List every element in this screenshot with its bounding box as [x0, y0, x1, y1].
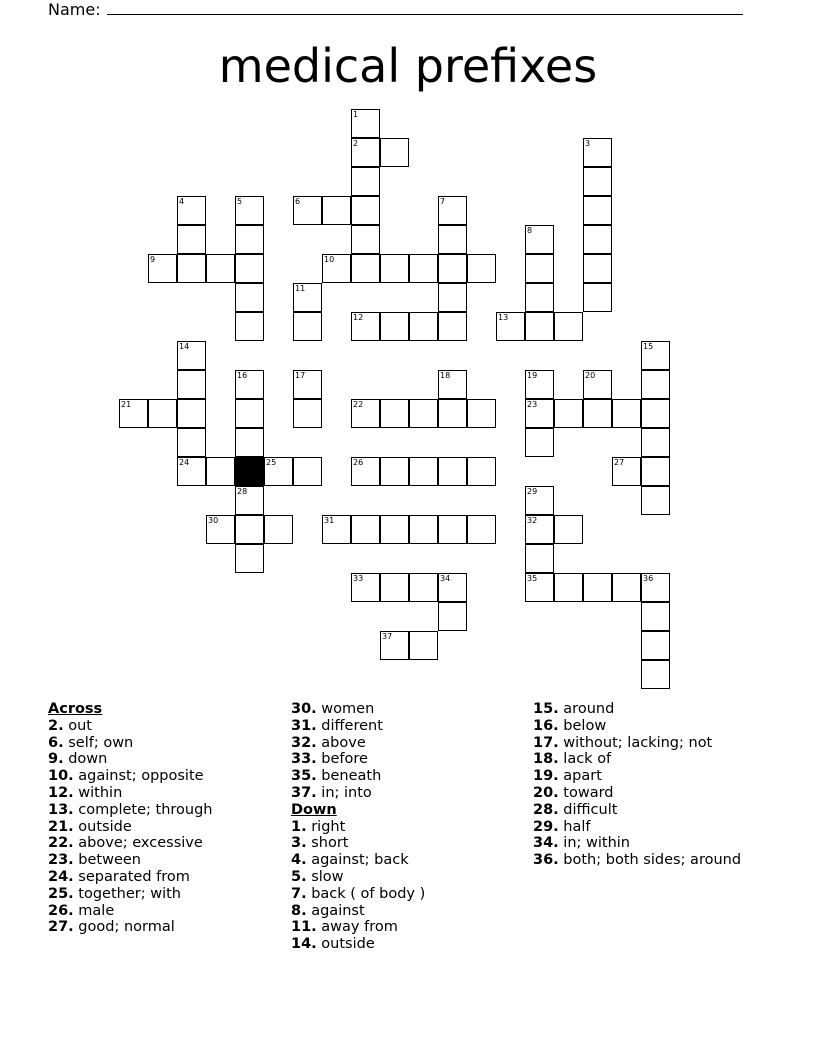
clue-item — [533, 718, 741, 735]
grid-cell[interactable] — [409, 515, 438, 544]
clue-item-number: 2. — [48, 717, 64, 734]
clue-item — [48, 852, 213, 869]
clue-item-number: 1. — [291, 818, 307, 835]
grid-cell[interactable] — [438, 225, 467, 254]
clue-number: 22 — [353, 400, 364, 409]
clue-item-text: in; within — [558, 835, 630, 852]
grid-cell[interactable] — [293, 457, 322, 486]
grid-cell[interactable] — [235, 399, 264, 428]
clue-number: 31 — [324, 516, 335, 525]
grid-cell[interactable] — [583, 399, 612, 428]
clue-number: 16 — [237, 371, 248, 380]
grid-cell[interactable] — [148, 399, 177, 428]
clue-item-text: apart — [558, 768, 602, 785]
grid-cell[interactable] — [235, 544, 264, 573]
grid-cell[interactable] — [438, 254, 467, 283]
clue-item-text: self; own — [63, 734, 134, 751]
clue-number: 2 — [353, 139, 359, 148]
clue-item — [291, 852, 425, 869]
clue-item-text: down — [63, 751, 108, 768]
clue-number: 25 — [266, 458, 277, 467]
grid-cell[interactable] — [583, 196, 612, 225]
clue-item-number: 31. — [291, 717, 317, 734]
clue-number: 36 — [643, 574, 654, 583]
name-label: Name: — [48, 0, 101, 19]
grid-cell[interactable] — [177, 428, 206, 457]
clue-number: 18 — [440, 371, 451, 380]
clue-item — [291, 886, 425, 903]
grid-cell[interactable] — [409, 631, 438, 660]
grid-cell[interactable] — [438, 312, 467, 341]
clue-number: 11 — [295, 284, 306, 293]
clue-item-number: 3. — [291, 835, 307, 852]
page-title: medical prefixes — [218, 39, 598, 93]
grid-cell[interactable] — [438, 283, 467, 312]
grid-cell[interactable] — [409, 573, 438, 602]
clue-number: 24 — [179, 458, 190, 467]
grid-cell-blocked — [235, 457, 264, 486]
grid-cell[interactable] — [641, 660, 670, 689]
clue-item — [533, 802, 741, 819]
grid-cell[interactable] — [322, 196, 351, 225]
grid-cell[interactable] — [380, 254, 409, 283]
clue-item — [48, 919, 213, 936]
clue-number: 5 — [237, 197, 243, 206]
clue-number: 28 — [237, 487, 248, 496]
clue-item-number: 13. — [48, 801, 74, 818]
grid-cell[interactable] — [177, 399, 206, 428]
clue-number: 8 — [527, 226, 533, 235]
clue-item-text: away from — [316, 919, 398, 936]
grid-cell[interactable] — [351, 515, 380, 544]
clue-item — [48, 802, 213, 819]
clue-item — [48, 785, 213, 802]
clue-number: 37 — [382, 632, 393, 641]
grid-cell[interactable] — [554, 312, 583, 341]
grid-cell[interactable] — [351, 167, 380, 196]
clue-item-number: 21. — [48, 818, 74, 835]
clue-item-text: above; excessive — [73, 835, 203, 852]
grid-cell[interactable] — [525, 428, 554, 457]
clue-number: 34 — [440, 574, 451, 583]
clue-number: 23 — [527, 400, 538, 409]
clue-item-text: good; normal — [73, 919, 175, 936]
clue-item-number: 25. — [48, 885, 74, 902]
clue-item-number: 11. — [291, 919, 317, 936]
clue-item-text: short — [306, 835, 349, 852]
clue-item-text: outside — [316, 936, 375, 953]
grid-cell[interactable] — [583, 254, 612, 283]
grid-cell[interactable] — [467, 457, 496, 486]
clue-item-number: 9. — [48, 751, 64, 768]
clue-item-number: 20. — [533, 784, 559, 801]
clue-item-number: 7. — [291, 885, 307, 902]
clue-number: 9 — [150, 255, 156, 264]
grid-cell[interactable] — [409, 399, 438, 428]
clue-item — [533, 751, 741, 768]
clue-item-number: 15. — [533, 701, 559, 717]
clue-item-text: without; lacking; not — [558, 734, 713, 751]
clue-item-text: right — [306, 818, 346, 835]
clue-item-number: 33. — [291, 751, 317, 768]
grid-cell[interactable] — [525, 312, 554, 341]
clue-item-text: half — [558, 818, 591, 835]
grid-cell[interactable] — [438, 399, 467, 428]
clue-number: 30 — [208, 516, 219, 525]
down-header: Down — [291, 801, 337, 818]
grid-cell[interactable] — [467, 399, 496, 428]
grid-cell[interactable] — [554, 515, 583, 544]
grid-cell[interactable] — [380, 399, 409, 428]
clue-item — [533, 852, 741, 869]
clue-item — [291, 735, 425, 752]
clue-number: 1 — [353, 110, 359, 119]
clue-item — [533, 768, 741, 785]
clue-item — [291, 869, 425, 886]
clue-item-number: 34. — [533, 835, 559, 852]
clue-item — [291, 751, 425, 768]
clue-item-text: against; opposite — [73, 768, 204, 785]
clue-item — [48, 735, 213, 752]
clue-item — [291, 819, 425, 836]
grid-cell[interactable] — [641, 486, 670, 515]
clue-number: 13 — [498, 313, 509, 322]
clue-item-text: different — [316, 717, 383, 734]
clue-item — [291, 785, 425, 802]
clue-number: 17 — [295, 371, 306, 380]
grid-cell[interactable] — [177, 225, 206, 254]
grid-cell[interactable] — [467, 254, 496, 283]
clue-item — [291, 919, 425, 936]
clue-item-text: before — [316, 751, 368, 768]
grid-cell[interactable] — [293, 399, 322, 428]
clue-number: 4 — [179, 197, 185, 206]
clue-number: 29 — [527, 487, 538, 496]
clue-item-text: back ( of body ) — [306, 885, 426, 902]
clue-number: 14 — [179, 342, 190, 351]
clue-number: 20 — [585, 371, 596, 380]
clue-item-number: 22. — [48, 835, 74, 852]
clue-item-text: beneath — [316, 768, 382, 785]
clue-item-number: 5. — [291, 868, 307, 885]
clue-item-number: 8. — [291, 902, 307, 919]
grid-cell[interactable] — [467, 515, 496, 544]
grid-cell[interactable] — [409, 312, 438, 341]
clue-item-number: 16. — [533, 717, 559, 734]
clue-item-text: between — [73, 852, 141, 869]
clue-item-number: 14. — [291, 936, 317, 953]
clue-number: 27 — [614, 458, 625, 467]
clue-item-text: difficult — [558, 801, 618, 818]
clue-item-number: 18. — [533, 751, 559, 768]
clue-item-text: outside — [73, 818, 132, 835]
clue-item-number: 27. — [48, 919, 74, 936]
clue-item-text: within — [73, 784, 123, 801]
grid-cell[interactable] — [380, 138, 409, 167]
clue-item-text: toward — [558, 784, 614, 801]
clue-number: 3 — [585, 139, 591, 148]
clue-item — [48, 751, 213, 768]
grid-cell[interactable] — [206, 254, 235, 283]
clue-item-number: 32. — [291, 734, 317, 751]
clue-number: 21 — [121, 400, 132, 409]
grid-cell[interactable] — [438, 602, 467, 631]
clue-item-text: women — [316, 701, 375, 717]
grid-cell[interactable] — [438, 457, 467, 486]
grid-cell[interactable] — [351, 225, 380, 254]
grid-cell[interactable] — [583, 283, 612, 312]
grid-cell[interactable] — [177, 370, 206, 399]
clue-item-text: separated from — [73, 868, 190, 885]
clue-item-number: 12. — [48, 784, 74, 801]
grid-cell[interactable] — [612, 399, 641, 428]
grid-cell[interactable] — [641, 457, 670, 486]
clue-item-number: 37. — [291, 784, 317, 801]
clue-number: 26 — [353, 458, 364, 467]
grid-cell[interactable] — [206, 457, 235, 486]
grid-cell[interactable] — [264, 515, 293, 544]
grid-cell[interactable] — [235, 254, 264, 283]
clue-item — [533, 735, 741, 752]
clue-item-text: above — [316, 734, 366, 751]
clue-item-text: around — [558, 701, 615, 717]
grid-cell[interactable] — [641, 428, 670, 457]
grid-cell[interactable] — [525, 254, 554, 283]
clue-item — [533, 701, 741, 718]
clue-item-text: lack of — [558, 751, 612, 768]
grid-cell[interactable] — [235, 312, 264, 341]
clues-column-3 — [533, 701, 741, 869]
grid-cell[interactable] — [641, 399, 670, 428]
clue-item-number: 36. — [533, 852, 559, 869]
clue-item-text: below — [558, 717, 607, 734]
clue-item — [291, 701, 425, 718]
clue-item — [533, 785, 741, 802]
clue-item-text: against — [306, 902, 365, 919]
clue-item — [291, 835, 425, 852]
clue-number: 10 — [324, 255, 335, 264]
clue-item-text: male — [73, 902, 115, 919]
clue-item-text: both; both sides; around — [558, 852, 742, 869]
grid-cell[interactable] — [351, 254, 380, 283]
clue-item — [533, 835, 741, 852]
clue-item — [48, 768, 213, 785]
clue-number: 33 — [353, 574, 364, 583]
grid-cell[interactable] — [380, 312, 409, 341]
clue-item-number: 28. — [533, 801, 559, 818]
clue-item — [48, 718, 213, 735]
grid-cell[interactable] — [380, 457, 409, 486]
clue-item-number: 6. — [48, 734, 64, 751]
grid-cell[interactable] — [351, 196, 380, 225]
grid-cell[interactable] — [641, 370, 670, 399]
clues-column-2 — [291, 701, 425, 953]
clue-item — [533, 819, 741, 836]
clue-number: 35 — [527, 574, 538, 583]
clue-item-number: 30. — [291, 701, 317, 717]
grid-cell[interactable] — [554, 399, 583, 428]
grid-cell[interactable] — [235, 515, 264, 544]
grid-cell[interactable] — [293, 312, 322, 341]
clue-item-text: slow — [306, 868, 344, 885]
clue-item-number: 10. — [48, 768, 74, 785]
clue-item — [48, 835, 213, 852]
grid-cell[interactable] — [612, 573, 641, 602]
clues-column-1 — [48, 701, 213, 936]
clue-number: 7 — [440, 197, 446, 206]
clue-number: 19 — [527, 371, 538, 380]
grid-cell[interactable] — [525, 544, 554, 573]
clue-item — [291, 768, 425, 785]
clue-item-number: 17. — [533, 734, 559, 751]
clue-item-text: against; back — [306, 852, 409, 869]
clue-number: 15 — [643, 342, 654, 351]
clue-item-number: 23. — [48, 852, 74, 869]
grid-cell[interactable] — [583, 167, 612, 196]
clue-item — [291, 718, 425, 735]
clue-item-number: 26. — [48, 902, 74, 919]
clue-item-number: 35. — [291, 768, 317, 785]
across-header: Across — [48, 701, 103, 717]
clue-item-number: 19. — [533, 768, 559, 785]
clue-number: 6 — [295, 197, 301, 206]
grid-cell[interactable] — [409, 254, 438, 283]
clue-number: 32 — [527, 516, 538, 525]
grid-cell[interactable] — [583, 225, 612, 254]
clue-item-text: out — [63, 717, 92, 734]
clue-item — [48, 903, 213, 920]
grid-cell[interactable] — [235, 428, 264, 457]
clue-number: 12 — [353, 313, 364, 322]
grid-cell[interactable] — [235, 283, 264, 312]
grid-cell[interactable] — [641, 631, 670, 660]
clue-item-number: 24. — [48, 868, 74, 885]
grid-cell[interactable] — [380, 515, 409, 544]
clue-item-number: 4. — [291, 852, 307, 869]
clue-item-number: 29. — [533, 818, 559, 835]
grid-cell[interactable] — [554, 573, 583, 602]
grid-cell[interactable] — [177, 254, 206, 283]
clue-item — [291, 936, 425, 953]
clue-item — [48, 869, 213, 886]
clue-item — [48, 886, 213, 903]
grid-cell[interactable] — [380, 573, 409, 602]
grid-cell[interactable] — [583, 573, 612, 602]
clue-item-text: in; into — [316, 784, 372, 801]
grid-cell[interactable] — [525, 283, 554, 312]
clue-item-text: complete; through — [73, 801, 213, 818]
grid-cell[interactable] — [438, 515, 467, 544]
grid-cell[interactable] — [641, 602, 670, 631]
grid-cell[interactable] — [235, 225, 264, 254]
clue-item-text: together; with — [73, 885, 181, 902]
clue-item — [291, 903, 425, 920]
grid-cell[interactable] — [409, 457, 438, 486]
clue-item — [48, 819, 213, 836]
